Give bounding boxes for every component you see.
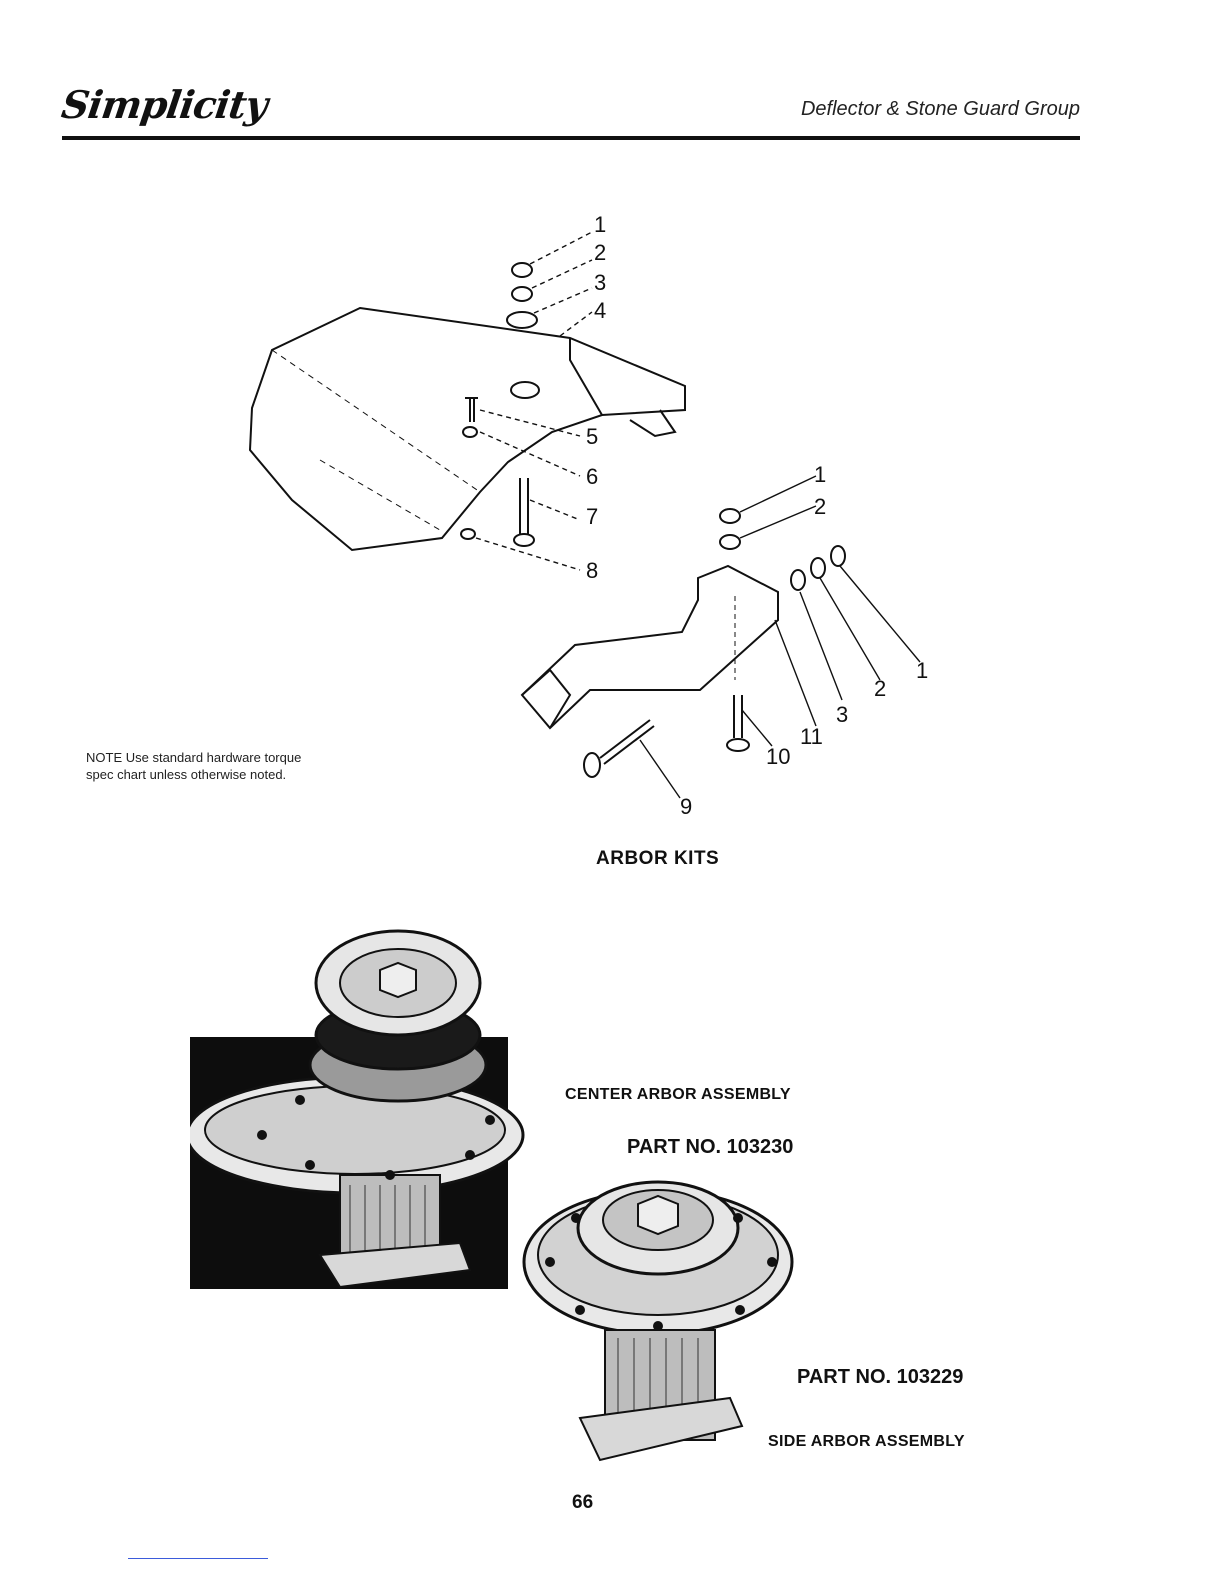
callout-guard-9: 9 (680, 794, 693, 819)
callout-guard-1: 1 (814, 462, 827, 487)
callout-7: 7 (586, 504, 599, 529)
callout-guard-2b: 2 (874, 676, 887, 701)
torque-note: NOTE Use standard hardware torque spec chart unless otherwise noted. (86, 750, 302, 782)
callout-guard-10: 10 (766, 744, 791, 769)
brand-logo: Simplicity (58, 82, 270, 127)
callout-guard-11: 11 (800, 724, 823, 749)
header-rule (62, 136, 1080, 140)
deflector-shield (250, 308, 685, 550)
section-title: Deflector & Stone Guard Group (800, 98, 1080, 120)
callout-guard-3: 3 (836, 702, 849, 727)
page-number: 66 (572, 1492, 594, 1513)
callout-8: 8 (586, 558, 599, 583)
arbor-kits-title: ARBOR KITS (596, 848, 720, 869)
callout-6: 6 (586, 464, 599, 489)
callout-4: 4 (594, 298, 607, 323)
stone-guard-bracket (522, 566, 778, 728)
callout-guard-2: 2 (814, 494, 827, 519)
callout-guard-1b: 1 (916, 658, 929, 683)
side-arbor-part-number: PART NO. 103229 (797, 1366, 964, 1388)
callout-1: 1 (594, 212, 607, 237)
side-arbor-photo (520, 1130, 800, 1470)
center-arbor-label: CENTER ARBOR ASSEMBLY (565, 1086, 791, 1103)
callout-5: 5 (586, 424, 599, 449)
center-arbor-photo (190, 925, 535, 1295)
bottom-rule (128, 1558, 268, 1559)
center-arbor-part-number: PART NO. 103230 (627, 1136, 794, 1158)
callout-3: 3 (594, 270, 607, 295)
side-arbor-label: SIDE ARBOR ASSEMBLY (768, 1433, 965, 1450)
parts-diagram (230, 200, 970, 840)
callout-2: 2 (594, 240, 607, 265)
